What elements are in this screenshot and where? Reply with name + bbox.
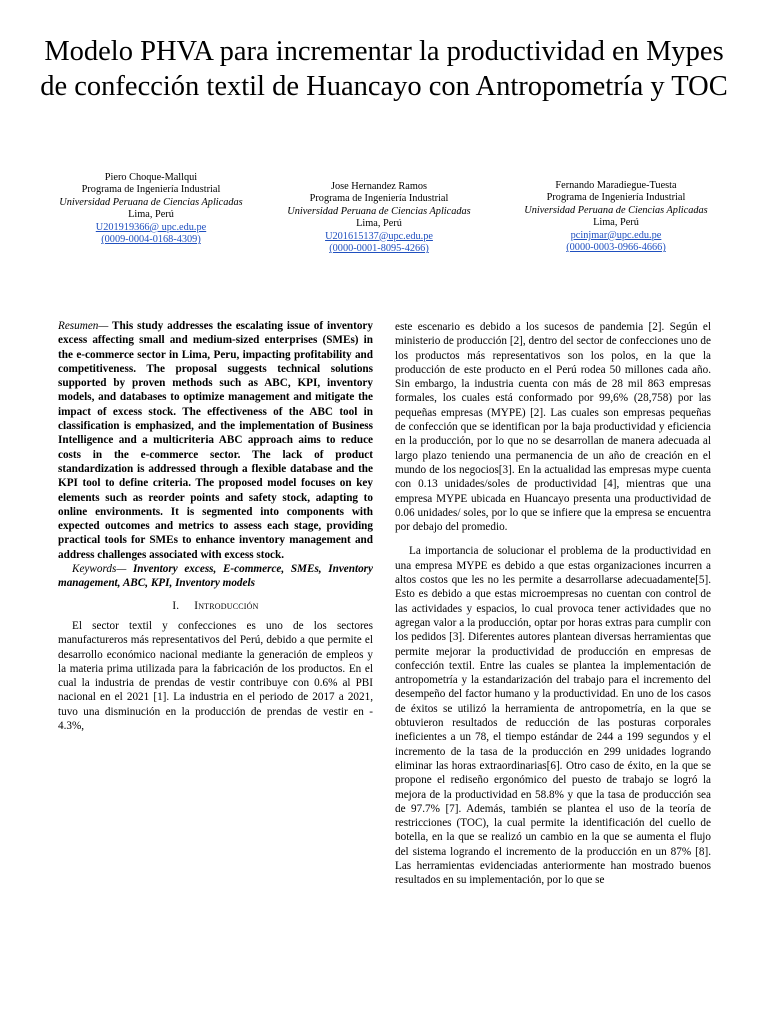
author-program: Programa de Ingeniería Industrial bbox=[309, 193, 449, 205]
author-university: Universidad Peruana de Ciencias Aplicadas bbox=[59, 196, 243, 208]
author-program: Programa de Ingeniería Industrial bbox=[81, 184, 221, 196]
author-email-link[interactable]: pcinjmar@upc.edu.pe bbox=[570, 229, 662, 241]
abstract bbox=[58, 319, 373, 562]
author-city: Lima, Perú bbox=[128, 209, 174, 221]
paper-title: Modelo PHVA para incrementar la productividad en Mypes de confección textil de Huancayo con Antropometría y TOC bbox=[40, 36, 728, 102]
author-city: Lima, Perú bbox=[593, 217, 639, 229]
keywords bbox=[58, 562, 373, 591]
abstract-label: Resumen— bbox=[58, 320, 109, 332]
author-orcid-link[interactable]: (0000-0003-0966-4666) bbox=[566, 242, 666, 254]
section-number: I. bbox=[172, 599, 180, 612]
author-program: Programa de Ingeniería Industrial bbox=[546, 192, 686, 204]
section-title: Introducción bbox=[194, 599, 259, 612]
author-block-2 bbox=[279, 181, 479, 255]
author-block-1 bbox=[56, 172, 246, 246]
author-block-3 bbox=[516, 180, 716, 254]
author-name: Piero Choque-Mallqui bbox=[104, 172, 198, 183]
author-university: Universidad Peruana de Ciencias Aplicadas bbox=[287, 205, 471, 217]
author-university: Universidad Peruana de Ciencias Aplicadas bbox=[524, 204, 708, 216]
author-name: Jose Hernandez Ramos bbox=[330, 181, 428, 192]
right-column bbox=[395, 320, 711, 888]
abstract-text: This study addresses the escalating issue of inventory excess affecting small and medium-sized enterprises (SMEs) in the e-commerce sector in Lima, Peru, impacting profitability and competitiveness. The proposal suggests technical solutions supported by proven methods such as ABC, KPI, inventory models, and databases to optimize management and mitigate the impact of excess stock. The effectiveness of the ABC tool in classification is emphasized, and the implementation of Business Intelligence and a multicriteria ABC approach aims to reduce costs in the e-commerce sector. The lack of product standardization is addressed through a flexible database and the KPI tool to define criteria. The proposed model focuses on key elements such as reorder points and safety stock, adapting to online environments. It is segmented into components with expected outcomes and metrics to assess each stage, providing practical tools for SMEs to enhance inventory management and address challenges associated with excess stock. bbox=[58, 320, 373, 561]
author-name: Fernando Maradiegue-Tuesta bbox=[555, 180, 677, 191]
body-paragraph: El sector textil y confecciones es uno de los sectores manufactureros más representativos del Perú, debido a que permite el desarrollo económico nacional mediante la generación de empleos y la materia prima utilizada para la fabricación de los productos. En el cual la industria de prendas de vestir contribuye con 0.6% al PBI nacional en el 2021 [1]. La industria en el periodo de 2017 a 2021, tuvo una disminución en la producción de prendas de vestir en - 4.3%, bbox=[58, 619, 373, 733]
keywords-label: Keywords— bbox=[72, 563, 127, 576]
author-email-link[interactable]: U201615137@upc.edu.pe bbox=[325, 230, 433, 242]
left-column bbox=[58, 319, 373, 733]
author-orcid-link[interactable]: (0000-0001-8095-4266) bbox=[329, 243, 429, 255]
body-paragraph: este escenario es debido a los sucesos de pandemia [2]. Según el ministerio de producción [2], dentro del sector de confecciones uno de los productos más representativos son los polos, en la que la producción de este producto en el Perú rodea 50 millones cada año. Sin embargo, la industria cuenta con más de 28 mil 863 empresas formales, los cuales está conformado por 99,6% (28,758) por las pequeñas empresas (MYPE) [2]. Las cuales son empresas pequeñas de confección que se identifican por la baja productividad y eficiencia en la producción, por lo que no se desarrollan de manera adecuada al largo plazo teniendo una permanencia de un año de creación en el mundo de los negocios[3]. En la actualidad las empresas mype cuenta con 0.13 unidades/soles de productividad [4], mientras que una empresa MYPE ubicada en Huancayo presenta una productividad de 0.06 unidades/ soles, por lo que se infiere que la empresa se encuentra por debajo del promedio. bbox=[395, 321, 711, 534]
keywords-text: Inventory excess, E-commerce, SMEs, Inventory management, ABC, KPI, Inventory models bbox=[58, 563, 373, 590]
section-heading bbox=[58, 599, 373, 613]
author-email-link[interactable]: U201919366@ upc.edu.pe bbox=[95, 221, 207, 233]
author-orcid-link[interactable]: (0009-0004-0168-4309) bbox=[101, 234, 201, 246]
body-paragraph: La importancia de solucionar el problema de la productividad en una empresa MYPE es debido a que estas organizaciones incurren a altos costos que les no les permite a desarrollarse adecuadamente[5]. Esto es debido a que estas microempresas no cuentan con control de las actividades y espacios, lo cual provoca tener actividades que no agregan valor a la producción, optar por horas extras para cumplir con los pedidos [3]. Diferentes autores plantean diversas herramientas que permite mejorar la productividad de producción en empresas de confección textil. Entre las cuales se plantea la implementación de antropometría y la estandarización del trabajo para el incremento del desempeño del factor humano y la productividad. En uno de los casos de éxitos se utilizó la herramienta de antropometría, en la que se obtuvieron resultados de reducción de las posturas corporales ineficientes a un 78, el tiempo estándar de 244 a 199 segundos y el incremento de la tasa de la producción en 299 unidades logrando eliminar las horas extraordinarias[6]. Otro caso de éxito, en la que se propone el rediseño ergonómico del puesto de trabajo se logró la mejora de la productividad en 58.8% y que la tasa de producción sea de 97.7% [7]. Además, también se plantea el uso de la teoría de restricciones (TOC), la cual permite la identificación del cuello de botella, en la que se realizó un cambio en la que se aumenta el flujo del sistema logrando el incremento de la producción en un 87% [8]. Las herramientas evidenciadas anteriormente han mostrado buenos resultados en su implementación, por lo que se bbox=[395, 545, 711, 887]
author-city: Lima, Perú bbox=[356, 218, 402, 230]
